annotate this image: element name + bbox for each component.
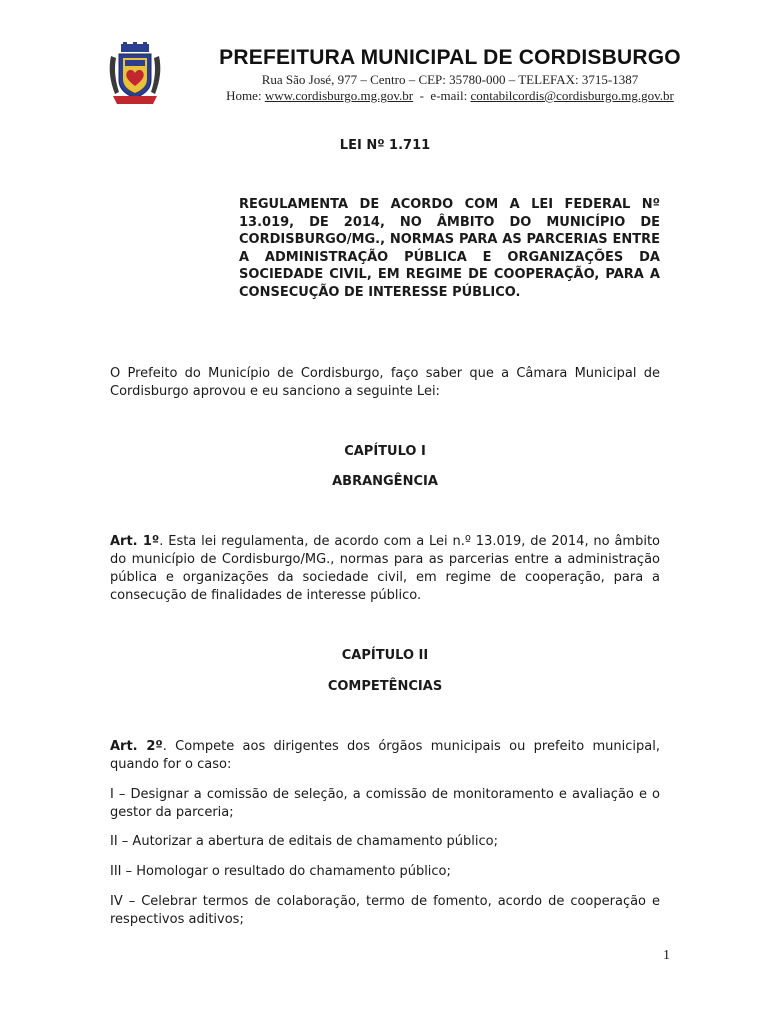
preamble: O Prefeito do Município de Cordisburgo, faço saber que a Câmara Municipal de Cordisburgo aprovou e eu sanciono a seguinte Lei:	[110, 366, 660, 399]
coat-of-arms-icon	[107, 42, 163, 106]
header-address: Rua São José, 977 – Centro – CEP: 35780-000 – TELEFAX: 3715-1387	[261, 72, 639, 87]
home-label: Home:	[226, 88, 265, 103]
email-link[interactable]: contabilcordis@cordisburgo.mg.gov.br	[470, 88, 674, 103]
article-2-item: IV – Celebrar termos de colaboração, termo de fomento, acordo de cooperação e respectivos aditivos;	[110, 894, 660, 927]
chapter-1-title: ABRANGÊNCIA	[332, 474, 438, 489]
article-2-label: Art. 2º	[110, 739, 163, 754]
chapter-2-title: COMPETÊNCIAS	[327, 679, 443, 694]
law-number: LEI Nº 1.711	[339, 138, 431, 153]
page-number: 1	[663, 948, 670, 963]
chapter-2-number: CAPÍTULO II	[341, 648, 429, 663]
header-contact	[190, 88, 710, 104]
chapter-1-number: CAPÍTULO I	[344, 444, 426, 459]
article-2-text: . Compete aos dirigentes dos órgãos municipais ou prefeito municipal, quando for o caso:	[110, 739, 660, 772]
article-1	[110, 533, 660, 605]
article-2-item: II – Autorizar a abertura de editais de chamamento público;	[110, 834, 499, 849]
article-1-text: . Esta lei regulamenta, de acordo com a Lei n.º 13.019, de 2014, no âmbito do município de Cordisburgo/MG., normas para as parcerias entre a administração pública e organizações da sociedade civil, em regime de cooperação, para a consecução de finalidades de interesse público.	[110, 534, 661, 603]
article-2	[110, 738, 660, 774]
website-link[interactable]: www.cordisburgo.mg.gov.br	[264, 88, 414, 103]
header-title: PREFEITURA MUNICIPAL DE CORDISBURGO	[219, 46, 681, 69]
article-2-item: I – Designar a comissão de seleção, a comissão de monitoramento e avaliação e o gestor da parceria;	[110, 787, 660, 820]
article-2-item: III – Homologar o resultado do chamamento público;	[110, 864, 451, 879]
ementa: REGULAMENTA DE ACORDO COM A LEI FEDERAL Nº 13.019, DE 2014, NO ÂMBITO DO MUNICÍPIO DE CORDISBURGO/MG., NORMAS PARA AS PARCERIAS ENTRE A ADMINISTRAÇÃO PÚBLICA E ORGANIZAÇÕES DA SOCIEDADE CIVIL, EM REGIME DE COOPERAÇÃO, PARA A CONSECUÇÃO DE INTERESSE PÚBLICO.	[239, 197, 660, 300]
email-label: - e-mail:	[413, 88, 471, 103]
article-1-label: Art. 1º	[110, 534, 160, 549]
